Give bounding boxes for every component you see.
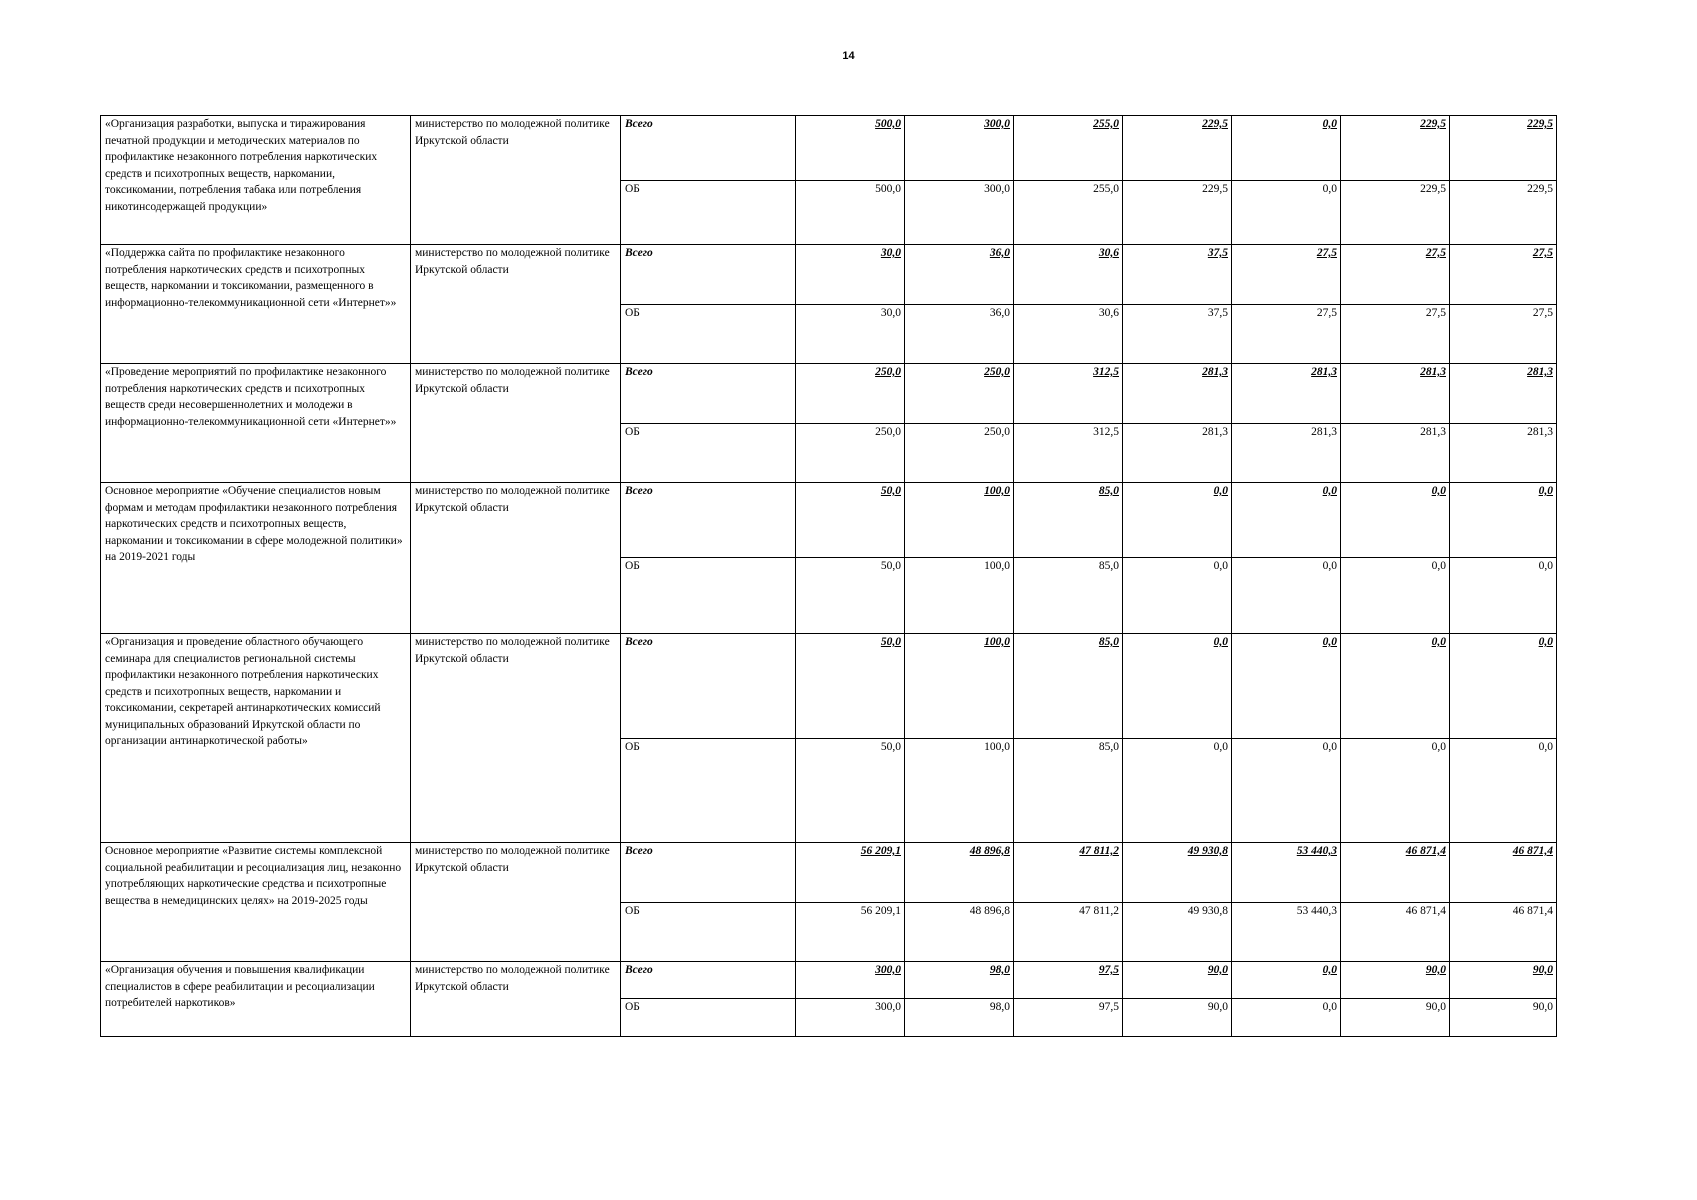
total-value: 0,0: [1123, 483, 1232, 558]
measure-name: «Организация обучения и повышения квалификации специалистов в сфере реабилитации и ресоциализации потребителей наркотиков»: [101, 962, 411, 1037]
total-value: 100,0: [905, 483, 1014, 558]
total-value: 0,0: [1450, 634, 1557, 739]
ob-value: 0,0: [1232, 739, 1341, 843]
measure-name: «Проведение мероприятий по профилактике незаконного потребления наркотических средств и психотропных веществ среди несовершеннолетних и молодежи в информационно-телекоммуникационной сети «Интернет»»: [101, 364, 411, 483]
total-value: 100,0: [905, 634, 1014, 739]
total-value: 97,5: [1014, 962, 1123, 999]
table-row: [101, 364, 1557, 424]
total-value: 300,0: [796, 962, 905, 999]
total-value: 90,0: [1341, 962, 1450, 999]
ob-value: 98,0: [905, 999, 1014, 1037]
table-row: [101, 245, 1557, 305]
ob-value: 90,0: [1123, 999, 1232, 1037]
executor-name: министерство по молодежной политике Иркутской области: [411, 634, 621, 843]
total-value: 250,0: [796, 364, 905, 424]
ob-value: 48 896,8: [905, 903, 1014, 962]
ob-value: 27,5: [1232, 305, 1341, 364]
ob-value: 50,0: [796, 739, 905, 843]
total-value: 250,0: [905, 364, 1014, 424]
ob-value: 100,0: [905, 739, 1014, 843]
ob-value: 281,3: [1123, 424, 1232, 483]
ob-value: 312,5: [1014, 424, 1123, 483]
ob-value: 229,5: [1341, 181, 1450, 245]
total-value: 90,0: [1123, 962, 1232, 999]
ob-value: 97,5: [1014, 999, 1123, 1037]
total-value: 85,0: [1014, 634, 1123, 739]
total-value: 56 209,1: [796, 843, 905, 903]
total-value: 46 871,4: [1341, 843, 1450, 903]
total-value: 48 896,8: [905, 843, 1014, 903]
total-value: 300,0: [905, 116, 1014, 181]
total-value: 37,5: [1123, 245, 1232, 305]
total-value: 30,0: [796, 245, 905, 305]
ob-value: 300,0: [796, 999, 905, 1037]
ob-value: 90,0: [1341, 999, 1450, 1037]
total-value: 85,0: [1014, 483, 1123, 558]
measure-name: Основное мероприятие «Развитие системы комплексной социальной реабилитации и ресоциализация лиц, незаконно употребляющих наркотические средства и психотропные вещества в немедицинских целях» на 2019-2025 годы: [101, 843, 411, 962]
measure-name: «Организация разработки, выпуска и тиражирования печатной продукции и методических материалов по профилактике незаконного потребления наркотических средств и психотропных веществ, наркомании, токсикомании, потребления табака или потребления никотинсодержащей продукции»: [101, 116, 411, 245]
total-value: 0,0: [1232, 962, 1341, 999]
total-value: 27,5: [1341, 245, 1450, 305]
ob-value: 100,0: [905, 558, 1014, 634]
funding-type-total: Всего: [621, 116, 796, 181]
total-value: 47 811,2: [1014, 843, 1123, 903]
total-value: 98,0: [905, 962, 1014, 999]
executor-name: министерство по молодежной политике Иркутской области: [411, 962, 621, 1037]
funding-type-total: Всего: [621, 634, 796, 739]
executor-name: министерство по молодежной политике Иркутской области: [411, 364, 621, 483]
total-value: 36,0: [905, 245, 1014, 305]
ob-value: 85,0: [1014, 739, 1123, 843]
ob-value: 0,0: [1450, 739, 1557, 843]
total-value: 0,0: [1450, 483, 1557, 558]
ob-value: 90,0: [1450, 999, 1557, 1037]
total-value: 281,3: [1123, 364, 1232, 424]
ob-value: 85,0: [1014, 558, 1123, 634]
budget-table: [100, 115, 1557, 1037]
funding-type-ob: ОБ: [621, 999, 796, 1037]
executor-name: министерство по молодежной политике Иркутской области: [411, 483, 621, 634]
total-value: 46 871,4: [1450, 843, 1557, 903]
funding-type-ob: ОБ: [621, 739, 796, 843]
ob-value: 47 811,2: [1014, 903, 1123, 962]
total-value: 229,5: [1341, 116, 1450, 181]
ob-value: 49 930,8: [1123, 903, 1232, 962]
ob-value: 281,3: [1232, 424, 1341, 483]
funding-type-ob: ОБ: [621, 558, 796, 634]
ob-value: 27,5: [1450, 305, 1557, 364]
executor-name: министерство по молодежной политике Иркутской области: [411, 843, 621, 962]
ob-value: 0,0: [1232, 181, 1341, 245]
funding-type-ob: ОБ: [621, 305, 796, 364]
measure-name: Основное мероприятие «Обучение специалистов новым формам и методам профилактики незаконного потребления наркотических средств и психотропных веществ, наркомании и токсикомании в сфере молодежной политики» на 2019-2021 годы: [101, 483, 411, 634]
funding-type-total: Всего: [621, 962, 796, 999]
ob-value: 46 871,4: [1341, 903, 1450, 962]
total-value: 229,5: [1123, 116, 1232, 181]
ob-value: 53 440,3: [1232, 903, 1341, 962]
ob-value: 255,0: [1014, 181, 1123, 245]
ob-value: 229,5: [1123, 181, 1232, 245]
total-value: 0,0: [1232, 634, 1341, 739]
funding-type-ob: ОБ: [621, 903, 796, 962]
funding-type-ob: ОБ: [621, 424, 796, 483]
total-value: 281,3: [1341, 364, 1450, 424]
total-value: 27,5: [1450, 245, 1557, 305]
total-value: 27,5: [1232, 245, 1341, 305]
total-value: 30,6: [1014, 245, 1123, 305]
total-value: 255,0: [1014, 116, 1123, 181]
ob-value: 30,0: [796, 305, 905, 364]
table-row: [101, 116, 1557, 181]
ob-value: 300,0: [905, 181, 1014, 245]
ob-value: 250,0: [905, 424, 1014, 483]
page-number: 14: [842, 50, 855, 62]
executor-name: министерство по молодежной политике Иркутской области: [411, 245, 621, 364]
total-value: 0,0: [1232, 116, 1341, 181]
total-value: 312,5: [1014, 364, 1123, 424]
table-row: [101, 962, 1557, 999]
total-value: 0,0: [1232, 483, 1341, 558]
ob-value: 0,0: [1123, 739, 1232, 843]
ob-value: 500,0: [796, 181, 905, 245]
table-row: [101, 483, 1557, 558]
total-value: 281,3: [1450, 364, 1557, 424]
ob-value: 0,0: [1450, 558, 1557, 634]
total-value: 229,5: [1450, 116, 1557, 181]
total-value: 281,3: [1232, 364, 1341, 424]
ob-value: 30,6: [1014, 305, 1123, 364]
total-value: 0,0: [1341, 634, 1450, 739]
total-value: 0,0: [1341, 483, 1450, 558]
ob-value: 0,0: [1341, 558, 1450, 634]
ob-value: 56 209,1: [796, 903, 905, 962]
total-value: 53 440,3: [1232, 843, 1341, 903]
ob-value: 0,0: [1232, 999, 1341, 1037]
ob-value: 250,0: [796, 424, 905, 483]
table-row: [101, 634, 1557, 739]
ob-value: 0,0: [1341, 739, 1450, 843]
funding-type-total: Всего: [621, 843, 796, 903]
measure-name: «Поддержка сайта по профилактике незаконного потребления наркотических средств и психотропных веществ, наркомании и токсикомании, размещенного в информационно-телекоммуникационной сети «Интернет»»: [101, 245, 411, 364]
ob-value: 229,5: [1450, 181, 1557, 245]
funding-type-total: Всего: [621, 245, 796, 305]
ob-value: 50,0: [796, 558, 905, 634]
ob-value: 27,5: [1341, 305, 1450, 364]
ob-value: 281,3: [1450, 424, 1557, 483]
total-value: 500,0: [796, 116, 905, 181]
total-value: 49 930,8: [1123, 843, 1232, 903]
table-row: [101, 843, 1557, 903]
ob-value: 36,0: [905, 305, 1014, 364]
total-value: 50,0: [796, 634, 905, 739]
funding-type-total: Всего: [621, 364, 796, 424]
total-value: 90,0: [1450, 962, 1557, 999]
measure-name: «Организация и проведение областного обучающего семинара для специалистов региональной системы профилактики незаконного потребления наркотических средств и психотропных веществ, наркомании и токсикомании, секретарей антинаркотических комиссий муниципальных образований Иркутской области по организации антинаркотической работы»: [101, 634, 411, 843]
ob-value: 281,3: [1341, 424, 1450, 483]
total-value: 0,0: [1123, 634, 1232, 739]
total-value: 50,0: [796, 483, 905, 558]
executor-name: министерство по молодежной политике Иркутской области: [411, 116, 621, 245]
ob-value: 0,0: [1232, 558, 1341, 634]
ob-value: 37,5: [1123, 305, 1232, 364]
funding-type-total: Всего: [621, 483, 796, 558]
funding-type-ob: ОБ: [621, 181, 796, 245]
ob-value: 46 871,4: [1450, 903, 1557, 962]
ob-value: 0,0: [1123, 558, 1232, 634]
